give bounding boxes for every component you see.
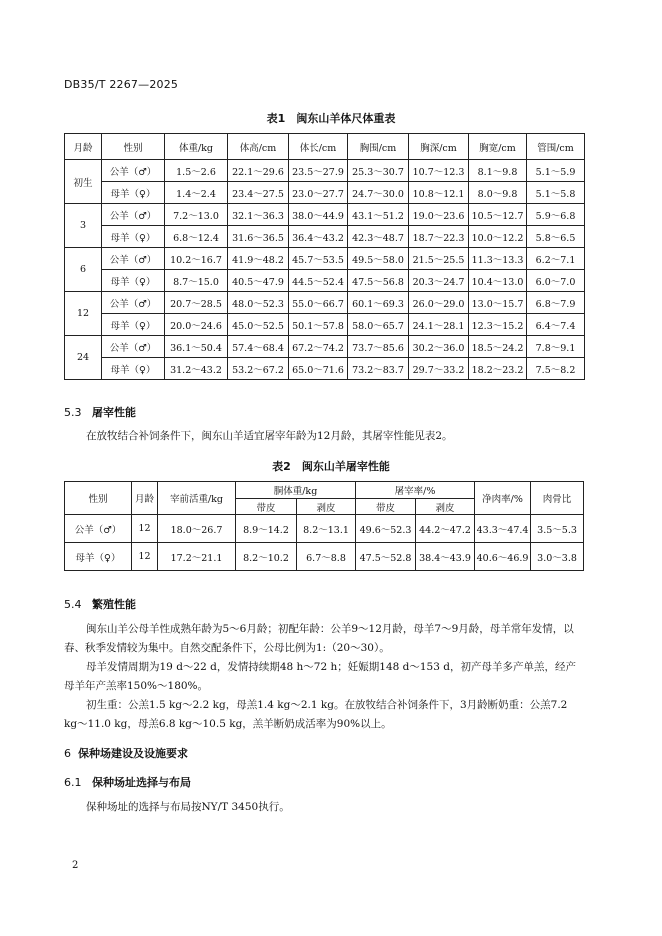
value-cell: 40.6～46.9 [475,543,531,571]
value-cell: 7.5～8.2 [527,358,585,380]
value-cell: 5.1～5.8 [527,182,585,204]
table-row [65,292,585,314]
value-cell: 40.5～47.9 [228,270,289,292]
col-header-sex: 性别 [102,134,165,160]
value-cell: 38.0～44.9 [289,204,348,226]
value-cell: 10.8～12.1 [409,182,469,204]
section-number: 5.3 [64,406,82,419]
value-cell: 10.7～12.3 [409,160,469,182]
value-cell: 13.0～15.7 [469,292,527,314]
value-cell: 18.7～22.3 [409,226,469,248]
value-cell: 8.2～10.2 [236,543,297,571]
section-5-4-heading [64,596,136,612]
value-cell: 73.2～83.7 [348,358,409,380]
col-header-length: 体长/cm [289,134,348,160]
value-cell: 30.2～36.0 [409,336,469,358]
table-row [65,515,584,543]
table1-caption: 表1 闽东山羊体尺体重表 [266,112,396,125]
col-header-carcass-weight: 胴体重/kg [236,482,356,499]
value-cell: 8.1～9.8 [469,160,527,182]
value-cell: 6.4～7.4 [527,314,585,336]
value-cell: 31.6～36.5 [228,226,289,248]
col-header-height: 体高/cm [228,134,289,160]
value-cell: 31.2～43.2 [165,358,228,380]
sex-cell: 母羊（♀） [102,226,165,248]
value-cell: 42.3～48.7 [348,226,409,248]
sex-cell: 母羊（♀） [65,543,132,571]
age-cell: 24 [65,336,102,380]
col-header-dressing-skinned: 剥皮 [416,499,475,515]
table2-caption: 表2 闽东山羊屠宰性能 [272,460,390,473]
section-6-1-heading [64,774,191,790]
value-cell: 1.4～2.4 [165,182,228,204]
value-cell: 65.0～71.6 [289,358,348,380]
standard-code: DB35/T 2267—2025 [64,78,179,91]
value-cell: 8.0～9.8 [469,182,527,204]
value-cell: 23.0～27.7 [289,182,348,204]
section-title: 屠宰性能 [92,406,136,419]
value-cell: 5.1～5.9 [527,160,585,182]
col-header-chest-width: 胸宽/cm [469,134,527,160]
value-cell: 6.8～12.4 [165,226,228,248]
value-cell: 43.1～51.2 [348,204,409,226]
table-row [65,204,585,226]
section-5-3-heading [64,404,136,420]
value-cell: 10.0～12.2 [469,226,527,248]
value-cell: 49.6～52.3 [356,515,416,543]
value-cell: 73.7～85.6 [348,336,409,358]
col-header-age: 月龄 [65,134,102,160]
table2-header-row [65,482,584,499]
value-cell: 26.0～29.0 [409,292,469,314]
table-row [65,182,585,204]
value-cell: 48.0～52.3 [228,292,289,314]
age-cell: 初生 [65,160,102,204]
value-cell: 20.7～28.5 [165,292,228,314]
value-cell: 6.8～7.9 [527,292,585,314]
value-cell: 6.0～7.0 [527,270,585,292]
value-cell: 21.5～25.5 [409,248,469,270]
value-cell: 1.5～2.6 [165,160,228,182]
value-cell: 44.5～52.4 [289,270,348,292]
value-cell: 67.2～74.2 [289,336,348,358]
table-row [65,160,585,182]
sex-cell: 母羊（♀） [102,314,165,336]
age-cell: 12 [132,543,158,571]
col-header-dressing-with-skin: 带皮 [356,499,416,515]
table-row [65,248,585,270]
age-cell: 6 [65,248,102,292]
col-header-weight: 体重/kg [165,134,228,160]
value-cell: 10.4～13.0 [469,270,527,292]
table1-header-row [65,134,585,160]
value-cell: 47.5～56.8 [348,270,409,292]
sex-cell: 公羊（♂） [102,292,165,314]
value-cell: 5.8～6.5 [527,226,585,248]
section-number: 5.4 [64,598,82,611]
value-cell: 18.2～23.2 [469,358,527,380]
page-number: 2 [72,860,79,871]
value-cell: 29.7～33.2 [409,358,469,380]
section-6-heading [64,745,188,761]
sex-cell: 公羊（♂） [65,515,132,543]
value-cell: 36.4～43.2 [289,226,348,248]
value-cell: 57.4～68.4 [228,336,289,358]
value-cell: 53.2～67.2 [228,358,289,380]
value-cell: 45.7～53.5 [289,248,348,270]
sex-cell: 母羊（♀） [102,358,165,380]
paragraph: 母羊发情周期为19 d～22 d，发情持续期48 h～72 h；妊娠期148 d～153 d，初产母羊多产单羔，经产母羊年产羔率150%～180%。 [64,661,576,692]
col-header-chest-depth: 胸深/cm [409,134,469,160]
value-cell: 3.0～3.8 [531,543,584,571]
col-header-carcass-skinned: 剥皮 [297,499,356,515]
paragraph: 闽东山羊公母羊性成熟年龄为5～6月龄；初配年龄：公羊9～12月龄，母羊7～9月龄，母羊常年发情，以春、秋季发情较为集中。自然交配条件下，公母比例为1:（20～30）。 [64,623,574,654]
value-cell: 23.4～27.5 [228,182,289,204]
value-cell: 7.8～9.1 [527,336,585,358]
table-row [65,226,585,248]
value-cell: 44.2～47.2 [416,515,475,543]
sex-cell: 公羊（♂） [102,336,165,358]
value-cell: 6.2～7.1 [527,248,585,270]
value-cell: 20.3～24.7 [409,270,469,292]
value-cell: 10.5～12.7 [469,204,527,226]
value-cell: 43.3～47.4 [475,515,531,543]
section-title: 保种场址选择与布局 [92,776,191,789]
value-cell: 22.1～29.6 [228,160,289,182]
paragraph: 保种场址的选择与布局按NY/T 3450执行。 [86,801,290,813]
value-cell: 49.5～58.0 [348,248,409,270]
section-title: 保种场建设及设施要求 [78,747,188,760]
section-title: 繁殖性能 [92,598,136,611]
table-row [65,336,585,358]
value-cell: 3.5～5.3 [531,515,584,543]
paragraph: 初生重：公羔1.5 kg～2.2 kg，母羔1.4 kg～2.1 kg。在放牧结合补饲条件下，3月龄断奶重：公羔7.2 kg～11.0 kg，母羔6.8 kg～10.5 kg，羔羊断奶成活率为90%以上。 [64,699,568,730]
col-header-carcass-with-skin: 带皮 [236,499,297,515]
value-cell: 60.1～69.3 [348,292,409,314]
age-cell: 12 [132,515,158,543]
value-cell: 19.0～23.6 [409,204,469,226]
value-cell: 38.4～43.9 [416,543,475,571]
table-row [65,358,585,380]
value-cell: 7.2～13.0 [165,204,228,226]
value-cell: 12.3～15.2 [469,314,527,336]
value-cell: 55.0～66.7 [289,292,348,314]
value-cell: 25.3～30.7 [348,160,409,182]
table-row [65,314,585,336]
col-header-dressing: 屠宰率/% [356,482,475,499]
col-header-cannon: 管围/cm [527,134,585,160]
value-cell: 23.5～27.9 [289,160,348,182]
value-cell: 17.2～21.1 [158,543,236,571]
value-cell: 20.0～24.6 [165,314,228,336]
section-number: 6.1 [64,776,82,789]
age-cell: 3 [65,204,102,248]
value-cell: 6.7～8.8 [297,543,356,571]
value-cell: 45.0～52.5 [228,314,289,336]
value-cell: 5.9～6.8 [527,204,585,226]
table-row [65,543,584,571]
value-cell: 10.2～16.7 [165,248,228,270]
col-header-net-meat: 净肉率/% [475,482,531,515]
value-cell: 47.5～52.8 [356,543,416,571]
value-cell: 24.1～28.1 [409,314,469,336]
value-cell: 24.7～30.0 [348,182,409,204]
value-cell: 8.2～13.1 [297,515,356,543]
value-cell: 18.0～26.7 [158,515,236,543]
sex-cell: 母羊（♀） [102,270,165,292]
sex-cell: 公羊（♂） [102,160,165,182]
col-header-live-weight: 宰前活重/kg [158,482,236,515]
col-header-age: 月龄 [132,482,158,515]
value-cell: 41.9～48.2 [228,248,289,270]
value-cell: 18.5～24.2 [469,336,527,358]
paragraph: 在放牧结合补饲条件下，闽东山羊适宜屠宰年龄为12月龄，其屠宰性能见表2。 [86,430,453,442]
value-cell: 36.1～50.4 [165,336,228,358]
value-cell: 50.1～57.8 [289,314,348,336]
value-cell: 8.9～14.2 [236,515,297,543]
value-cell: 8.7～15.0 [165,270,228,292]
body-measurements-table [64,133,585,380]
sex-cell: 母羊（♀） [102,182,165,204]
age-cell: 12 [65,292,102,336]
value-cell: 11.3～13.3 [469,248,527,270]
col-header-meat-bone: 肉骨比 [531,482,584,515]
col-header-chest-girth: 胸围/cm [348,134,409,160]
col-header-sex: 性别 [65,482,132,515]
sex-cell: 公羊（♂） [102,204,165,226]
section-number: 6 [64,747,71,760]
table-row [65,270,585,292]
slaughter-performance-table [64,481,584,571]
value-cell: 32.1～36.3 [228,204,289,226]
sex-cell: 公羊（♂） [102,248,165,270]
value-cell: 58.0～65.7 [348,314,409,336]
